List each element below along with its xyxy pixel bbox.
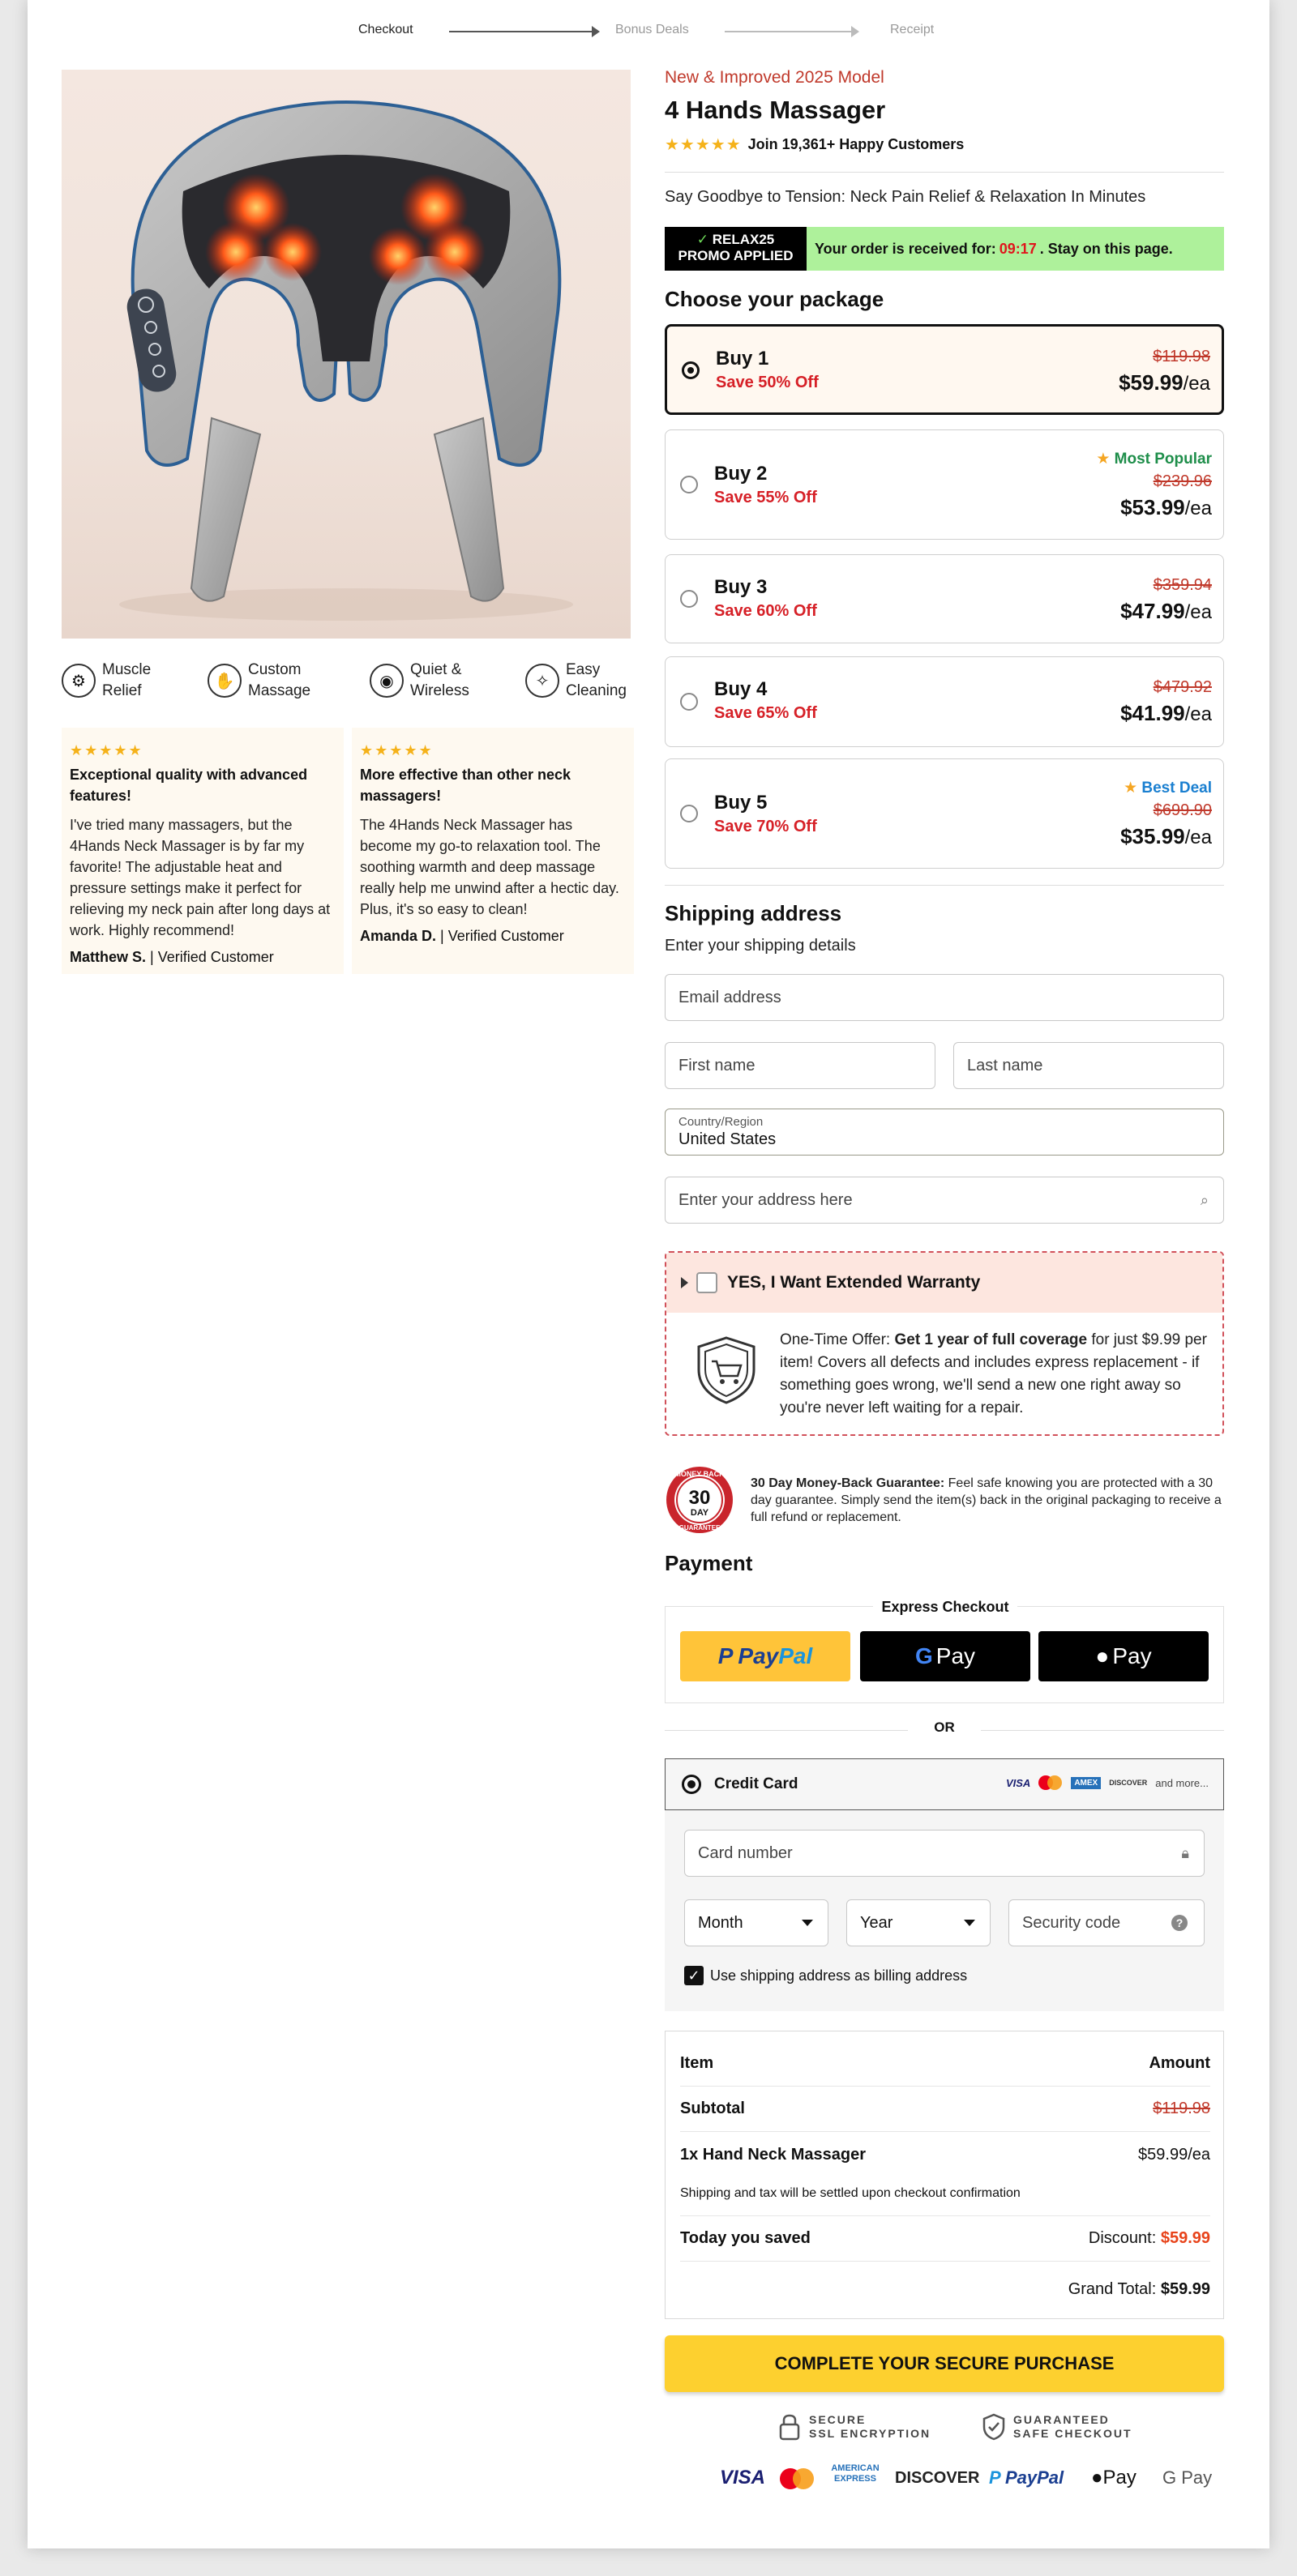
first-name-field[interactable]: First name [665, 1042, 935, 1089]
review-title: Exceptional quality with advanced features! [70, 767, 308, 804]
svg-text:MONEY BACK: MONEY BACK [674, 1470, 725, 1478]
or-divider [665, 1719, 1224, 1742]
promo-banner [665, 227, 1224, 271]
package-name: Buy 2 [714, 463, 768, 485]
timer-value: 09:17 [999, 240, 1037, 257]
expiry-month-select[interactable]: Month [684, 1899, 828, 1946]
caret-right-icon [681, 1277, 688, 1288]
cleaning-icon: ✧ [525, 664, 559, 698]
package-price: $41.99/ea [1120, 701, 1212, 725]
massage-icon: ✋ [208, 664, 242, 698]
most-popular-badge: ★ Most Popular [1096, 451, 1212, 468]
warranty-description: One-Time Offer: Get 1 year of full coverage for just $9.99 per item! Covers all defects and includes express replacement - if something goes wrong, we'll send a new one right away so you're never left waiting for a repair. [780, 1331, 1207, 1416]
package-old-price: $119.98 [1153, 348, 1210, 365]
package-radio[interactable] [680, 476, 698, 493]
shield-cart-icon [696, 1335, 757, 1405]
paypal-button[interactable]: P Pay Pal [680, 1631, 850, 1681]
money-back-seal-icon [665, 1465, 734, 1535]
search-icon: ⌕ [1200, 1191, 1209, 1208]
review-stars: ★★★★★ [70, 742, 143, 758]
money-back-guarantee [665, 1465, 1224, 1538]
wireless-icon: ◉ [370, 664, 404, 698]
product-tagline: Say Goodbye to Tension: Neck Pain Relief & Relaxation In Minutes [665, 188, 1146, 206]
package-name: Buy 1 [716, 348, 769, 370]
feature-label: Wireless [410, 682, 469, 699]
package-price: $53.99/ea [1120, 495, 1212, 519]
last-name-field[interactable]: Last name [953, 1042, 1224, 1089]
express-checkout-label: Express Checkout [873, 1599, 1017, 1615]
feature-easy-cleaning [525, 658, 627, 703]
review-stars: ★★★★★ [360, 742, 434, 758]
svg-text:30: 30 [688, 1487, 711, 1509]
google-pay-button[interactable]: G Pay [860, 1631, 1030, 1681]
review-author: Amanda D. | Verified Customer [360, 928, 564, 944]
shipping-subtitle: Enter your shipping details [665, 937, 856, 955]
complete-purchase-button[interactable]: COMPLETE YOUR SECURE PURCHASE [665, 2335, 1224, 2392]
google-pay-logo: G Pay [1162, 2467, 1213, 2488]
package-price: $35.99/ea [1120, 824, 1212, 848]
mastercard-icon [1038, 1775, 1063, 1790]
billing-label: Use shipping address as billing address [710, 1967, 968, 1984]
step-bonus-deals: Bonus Deals [615, 23, 689, 36]
summary-savings: Today you saved Discount: $59.99 [680, 2216, 1210, 2262]
feature-quiet-wireless [370, 658, 469, 703]
product-rating [665, 135, 964, 155]
review-body: I've tried many massagers, but the 4Hands Neck Massager is by far my favorite! The adjustable heat and pressure settings make it perfect for relieving my neck pain after long days at work. Highly recommend! [70, 817, 331, 938]
package-section-title: Choose your package [665, 287, 884, 311]
payment-section-title: Payment [665, 1551, 753, 1575]
guarantee-text: 30 Day Money-Back Guarantee: Feel safe knowing you are protected with a 30 day guarantee. Simply send the item(s) back in the original packaging to receive a full refund or replacement. [751, 1476, 1222, 1524]
review-card [62, 728, 344, 974]
warranty-label: YES, I Want Extended Warranty [727, 1273, 981, 1292]
shield-check-icon [982, 2413, 1005, 2441]
chevron-down-icon [964, 1920, 975, 1926]
feature-muscle-relief [62, 658, 151, 703]
expiry-year-select[interactable]: Year [846, 1899, 991, 1946]
review-body: The 4Hands Neck Massager has become my go-to relaxation tool. The soothing warmth and deep massage really help me unwind after a hectic day. Plus, it's so easy to clean! [360, 817, 619, 917]
feature-label: Relief [102, 682, 142, 699]
express-checkout [665, 1599, 1224, 1703]
more-brands-label: and more... [1155, 1776, 1209, 1789]
package-old-price: $359.94 [1153, 576, 1212, 594]
summary-shipping-note: Shipping and tax will be settled upon checkout confirmation [680, 2171, 1210, 2216]
muscle-icon: ⚙ [62, 664, 96, 698]
promo-code-badge: ✓ RELAX25 PROMO APPLIED [665, 227, 807, 271]
feature-list [62, 658, 631, 703]
credit-card-label: Credit Card [714, 1775, 798, 1792]
apple-pay-button[interactable]: ● Pay [1038, 1631, 1209, 1681]
happy-customers: Join 19,361+ Happy Customers [747, 136, 965, 152]
or-label: OR [934, 1719, 955, 1735]
package-savings: Save 65% Off [714, 704, 817, 722]
package-option-buy-1[interactable] [665, 324, 1224, 415]
arrow-right-icon [851, 26, 859, 37]
step-checkout: Checkout [358, 23, 413, 36]
email-field[interactable]: Email address [665, 974, 1224, 1021]
package-old-price: $699.90 [1153, 801, 1212, 819]
billing-checkbox[interactable]: ✓ [684, 1966, 704, 1985]
rating-stars: ★★★★★ [665, 136, 742, 154]
order-summary [665, 2031, 1224, 2319]
package-savings: Save 60% Off [714, 602, 817, 620]
package-option-buy-4[interactable] [665, 656, 1224, 747]
checkout-page [28, 0, 1269, 2548]
credit-card-form [665, 1810, 1224, 2011]
feature-label: Quiet & [410, 661, 462, 678]
order-timer: Your order is received for: 09:17 . Stay on this page. [807, 227, 1224, 271]
ssl-badge: SECURE SSL ENCRYPTION [778, 2413, 931, 2441]
package-old-price: $479.92 [1153, 678, 1212, 696]
credit-card-radio[interactable] [682, 1775, 701, 1794]
package-name: Buy 5 [714, 792, 768, 814]
product-title: 4 Hands Massager [665, 96, 886, 124]
summary-grand-total: Grand Total: $59.99 [1068, 2279, 1210, 2298]
safe-checkout-badge: GUARANTEED SAFE CHECKOUT [982, 2413, 1132, 2441]
package-savings: Save 50% Off [716, 374, 819, 391]
package-radio[interactable] [680, 693, 698, 711]
amex-icon: AMEX [1071, 1777, 1101, 1789]
package-price: $59.99/ea [1119, 370, 1210, 395]
apple-icon: ● [1091, 2467, 1103, 2488]
security-code-field[interactable]: Security code ? [1008, 1899, 1205, 1946]
product-badge: New & Improved 2025 Model [665, 68, 884, 87]
help-icon[interactable]: ? [1171, 1915, 1188, 1931]
star-icon: ★ [1124, 780, 1138, 797]
billing-same-as-shipping[interactable] [684, 1966, 967, 1985]
summary-subtotal: Subtotal $119.98 [680, 2087, 1210, 2132]
lock-icon [778, 2413, 801, 2441]
package-price: $47.99/ea [1120, 599, 1212, 623]
summary-line-item: 1x Hand Neck Massager $59.99/ea [680, 2145, 1210, 2164]
check-icon: ✓ [696, 232, 708, 247]
step-divider [725, 31, 854, 32]
package-option-buy-5[interactable] [665, 758, 1224, 869]
feature-label: Massage [248, 682, 311, 699]
visa-icon: VISA [1005, 1776, 1031, 1789]
arrow-right-icon [592, 26, 600, 37]
review-card [352, 728, 634, 974]
svg-text:GUARANTEE: GUARANTEE [678, 1524, 721, 1532]
warranty-checkbox[interactable] [696, 1272, 717, 1293]
summary-header: Item Amount [680, 2041, 1210, 2087]
star-icon: ★ [1096, 451, 1111, 468]
discover-icon: DISCOVER [1109, 1779, 1148, 1787]
accepted-payment-logos [665, 2463, 1224, 2496]
country-value: United States [678, 1130, 777, 1148]
checkout-progress [28, 0, 1269, 49]
country-select[interactable] [665, 1109, 1224, 1156]
package-radio[interactable] [680, 805, 698, 822]
svg-text:DAY: DAY [690, 1508, 709, 1518]
paypal-logo: P PayPal [989, 2467, 1064, 2488]
apple-icon: ● [1095, 1643, 1110, 1668]
best-deal-badge: ★ Best Deal [1124, 780, 1212, 797]
divider [665, 172, 1224, 173]
shipping-section-title: Shipping address [665, 901, 842, 925]
paypal-icon: P [717, 1643, 734, 1668]
security-badges [665, 2413, 1224, 2446]
package-name: Buy 4 [714, 678, 768, 700]
feature-label: Easy [566, 661, 601, 678]
step-divider [449, 31, 595, 32]
card-brands [998, 1775, 1209, 1790]
product-image [62, 70, 631, 639]
package-old-price: $239.96 [1153, 472, 1212, 490]
chevron-down-icon [802, 1920, 813, 1926]
apple-pay-logo: ●Pay [1091, 2467, 1136, 2488]
feature-label: Cleaning [566, 682, 627, 699]
review-title: More effective than other neck massagers! [360, 767, 571, 804]
mastercard-logo [780, 2468, 814, 2489]
address-field[interactable]: Enter your address here ⌕ [665, 1177, 1224, 1224]
extended-warranty-offer [665, 1251, 1224, 1436]
step-receipt: Receipt [890, 23, 935, 36]
amex-logo: AMERICAN EXPRESS [831, 2463, 880, 2484]
divider [665, 885, 1224, 886]
visa-logo: VISA [720, 2467, 766, 2488]
feature-label: Muscle [102, 661, 152, 678]
package-radio[interactable] [682, 361, 700, 379]
package-name: Buy 3 [714, 576, 768, 598]
credit-card-option[interactable] [665, 1758, 1224, 1810]
review-author: Matthew S. | Verified Customer [70, 949, 274, 965]
discover-logo: DISCOVER [895, 2469, 980, 2487]
country-label: Country/Region [678, 1115, 764, 1129]
package-option-buy-2[interactable] [665, 429, 1224, 540]
package-savings: Save 55% Off [714, 489, 817, 506]
card-number-field[interactable]: Card number 🔒︎ [684, 1830, 1205, 1877]
feature-custom-massage [208, 658, 310, 703]
package-radio[interactable] [680, 590, 698, 608]
feature-label: Custom [248, 661, 302, 678]
package-savings: Save 70% Off [714, 818, 817, 835]
lock-icon: 🔒︎ [1181, 1844, 1189, 1861]
neck-massager-illustration [62, 70, 631, 639]
google-icon: G [914, 1643, 933, 1668]
package-option-buy-3[interactable] [665, 554, 1224, 643]
warranty-toggle[interactable] [666, 1253, 1222, 1313]
